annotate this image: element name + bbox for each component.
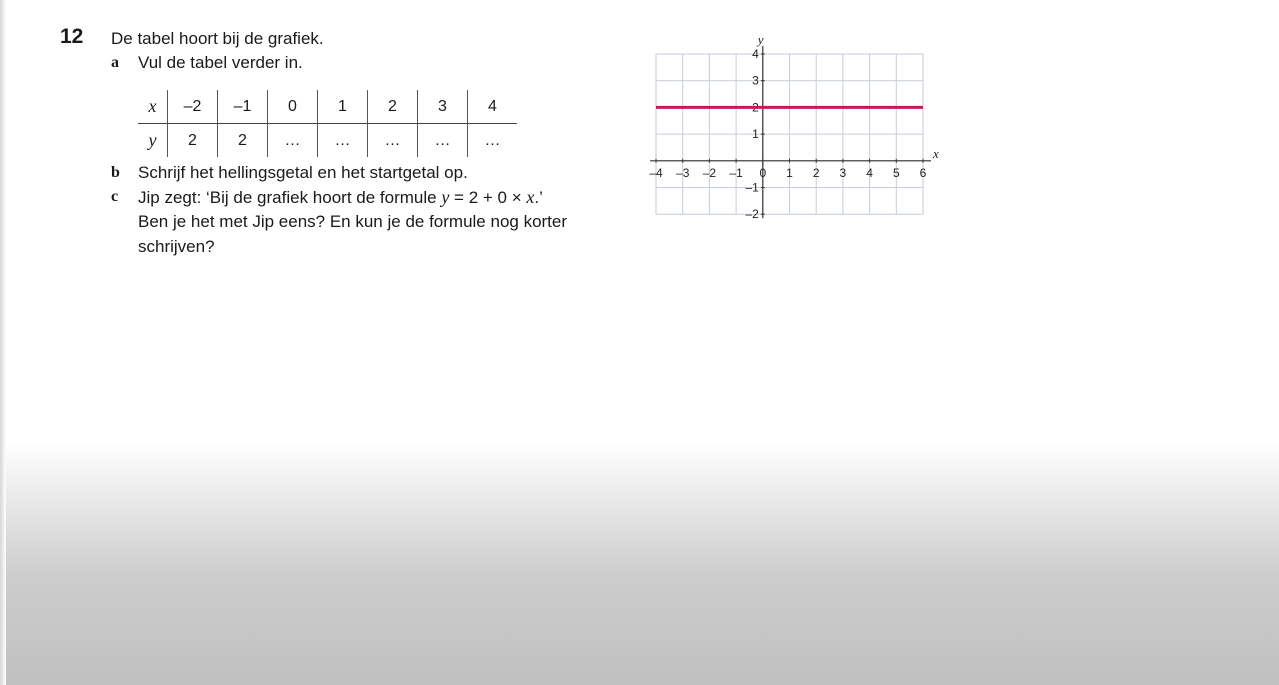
x-tick-label: –4	[649, 165, 663, 180]
part-b-label: b	[111, 164, 120, 181]
coordinate-graph	[640, 30, 950, 230]
part-b-text: Schrijf het hellingsgetal en het startgetal op.	[138, 163, 468, 182]
table-cell-y: …	[468, 124, 518, 158]
table-cell-x: 4	[468, 90, 518, 124]
x-tick-label: 3	[839, 165, 847, 180]
table-cell-y: …	[268, 124, 318, 158]
background-fade	[0, 440, 1279, 685]
part-c-label: c	[111, 188, 119, 205]
y-axis-label: y	[757, 32, 764, 47]
x-tick-label: 1	[786, 165, 793, 180]
y-tick-label: 1	[752, 127, 759, 142]
table-header-x: x	[138, 90, 168, 124]
table-cell-y: 2	[218, 124, 268, 158]
part-a-text: Vul de tabel verder in.	[138, 53, 303, 72]
y-tick-label: –1	[745, 180, 759, 195]
y-tick-label: 2	[752, 100, 759, 115]
exercise-intro: De tabel hoort bij de grafiek.	[111, 29, 324, 48]
x-axis-label: x	[933, 145, 939, 161]
table-cell-x: –2	[168, 90, 218, 124]
table-cell-y: …	[418, 124, 468, 158]
table-cell-x: 0	[268, 90, 318, 124]
x-tick-label: –1	[729, 165, 743, 180]
y-tick-label: 4	[752, 47, 759, 61]
table-cell-y: …	[368, 124, 418, 158]
x-tick-label: –2	[702, 165, 717, 180]
part-c-line-3: schrijven?	[138, 237, 215, 256]
x-tick-label: 6	[919, 165, 927, 180]
formula-x: x	[526, 187, 535, 207]
table-cell-x: 1	[318, 90, 368, 124]
x-tick-label: 4	[866, 165, 873, 180]
formula-y: y	[441, 187, 450, 207]
table-header-y: y	[148, 130, 157, 150]
exercise-number: 12	[60, 25, 84, 48]
page-edge-shadow	[0, 0, 6, 685]
table-cell-x: 2	[368, 90, 418, 124]
y-tick-label: –2	[745, 207, 759, 222]
part-c-line-2: Ben je het met Jip eens? En kun je de formule nog korter	[138, 212, 568, 231]
table-cell-y: …	[318, 124, 368, 158]
y-tick-label: 3	[752, 73, 759, 88]
x-tick-label: 2	[812, 165, 820, 180]
part-c-line-1: Jip zegt: ‘Bij de grafiek hoort de formule y = 2 + 0 × x.’	[138, 187, 543, 207]
x-tick-label: –3	[676, 165, 690, 180]
table-cell-y: 2	[168, 124, 218, 158]
x-tick-label: 5	[892, 165, 900, 180]
table-row-x	[138, 90, 517, 124]
table-row-y	[138, 124, 517, 158]
x-tick-label: 0	[759, 165, 767, 180]
table-cell-x: –1	[218, 90, 268, 124]
value-table	[138, 90, 517, 157]
part-a-label: a	[111, 54, 119, 71]
table-cell-x: 3	[418, 90, 468, 124]
